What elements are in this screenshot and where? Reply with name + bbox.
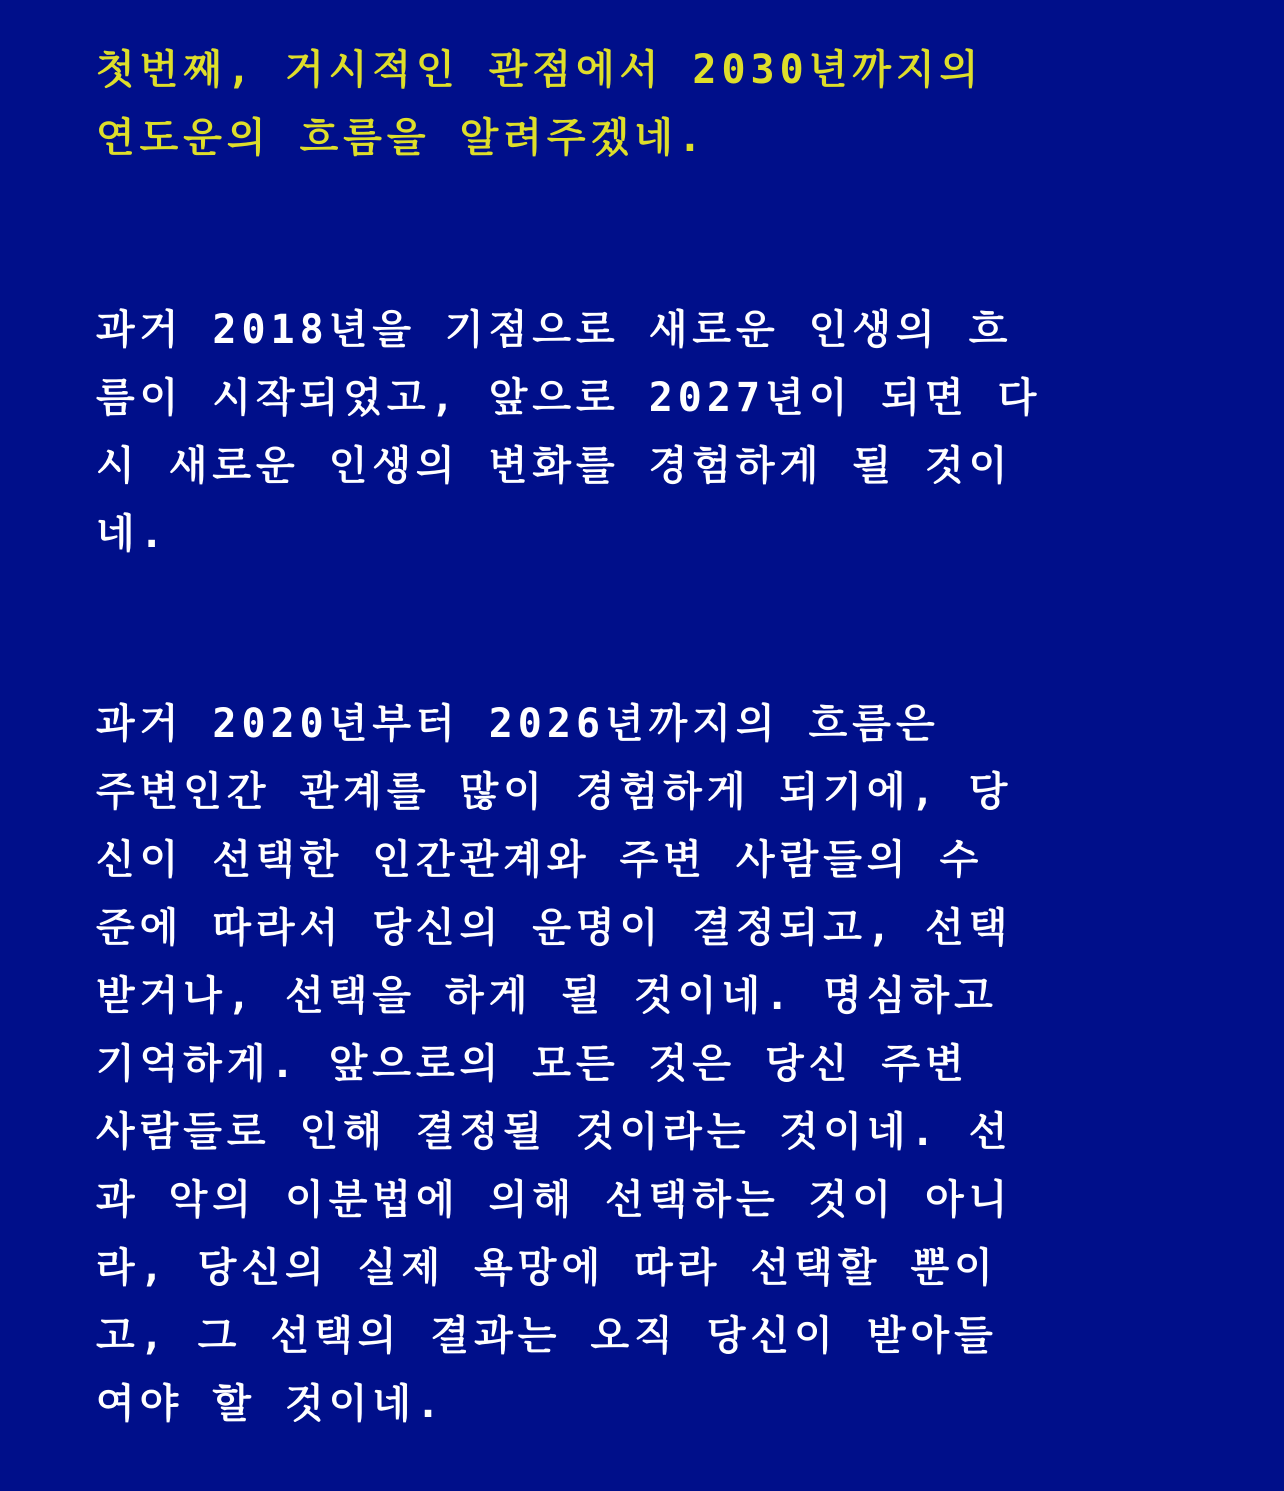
- paragraph-2: [96, 690, 1172, 1438]
- heading-block: [96, 36, 1172, 172]
- paragraph-line: 시 새로운 인생의 변화를 경험하게 될 것이: [96, 443, 1013, 489]
- paragraph-line: 라, 당신의 실제 욕망에 따라 선택할 뿐이: [96, 1245, 998, 1291]
- paragraph-1: [96, 296, 1172, 568]
- heading-line: 첫번째, 거시적인 관점에서 2030년까지의: [96, 47, 984, 93]
- paragraph-line: 준에 따라서 당신의 운명이 결정되고, 선택: [96, 905, 1013, 951]
- heading-line: 연도운의 흐름을 알려주겠네.: [96, 115, 707, 161]
- paragraph-line: 과거 2020년부터 2026년까지의 흐름은: [96, 701, 940, 747]
- paragraph-line: 신이 선택한 인간관계와 주변 사람들의 수: [96, 837, 984, 883]
- paragraph-line: 과 악의 이분법에 의해 선택하는 것이 아니: [96, 1177, 1013, 1223]
- spacer: [96, 568, 1172, 690]
- spacer: [96, 172, 1172, 296]
- paragraph-line: 받거나, 선택을 하게 될 것이네. 명심하고: [96, 973, 998, 1019]
- paragraph-line: 고, 그 선택의 결과는 오직 당신이 받아들: [96, 1313, 998, 1359]
- paragraph-line: 사람들로 인해 결정될 것이라는 것이네. 선: [96, 1109, 1013, 1155]
- paragraph-line: 름이 시작되었고, 앞으로 2027년이 되면 다: [96, 375, 1042, 421]
- paragraph-line: 주변인간 관계를 많이 경험하게 되기에, 당: [96, 769, 1013, 815]
- paragraph-line: 여야 할 것이네.: [96, 1381, 446, 1427]
- paragraph-line: 과거 2018년을 기점으로 새로운 인생의 흐: [96, 307, 1013, 353]
- paragraph-line: 기억하게. 앞으로의 모든 것은 당신 주변: [96, 1041, 969, 1087]
- paragraph-line: 네.: [96, 511, 169, 557]
